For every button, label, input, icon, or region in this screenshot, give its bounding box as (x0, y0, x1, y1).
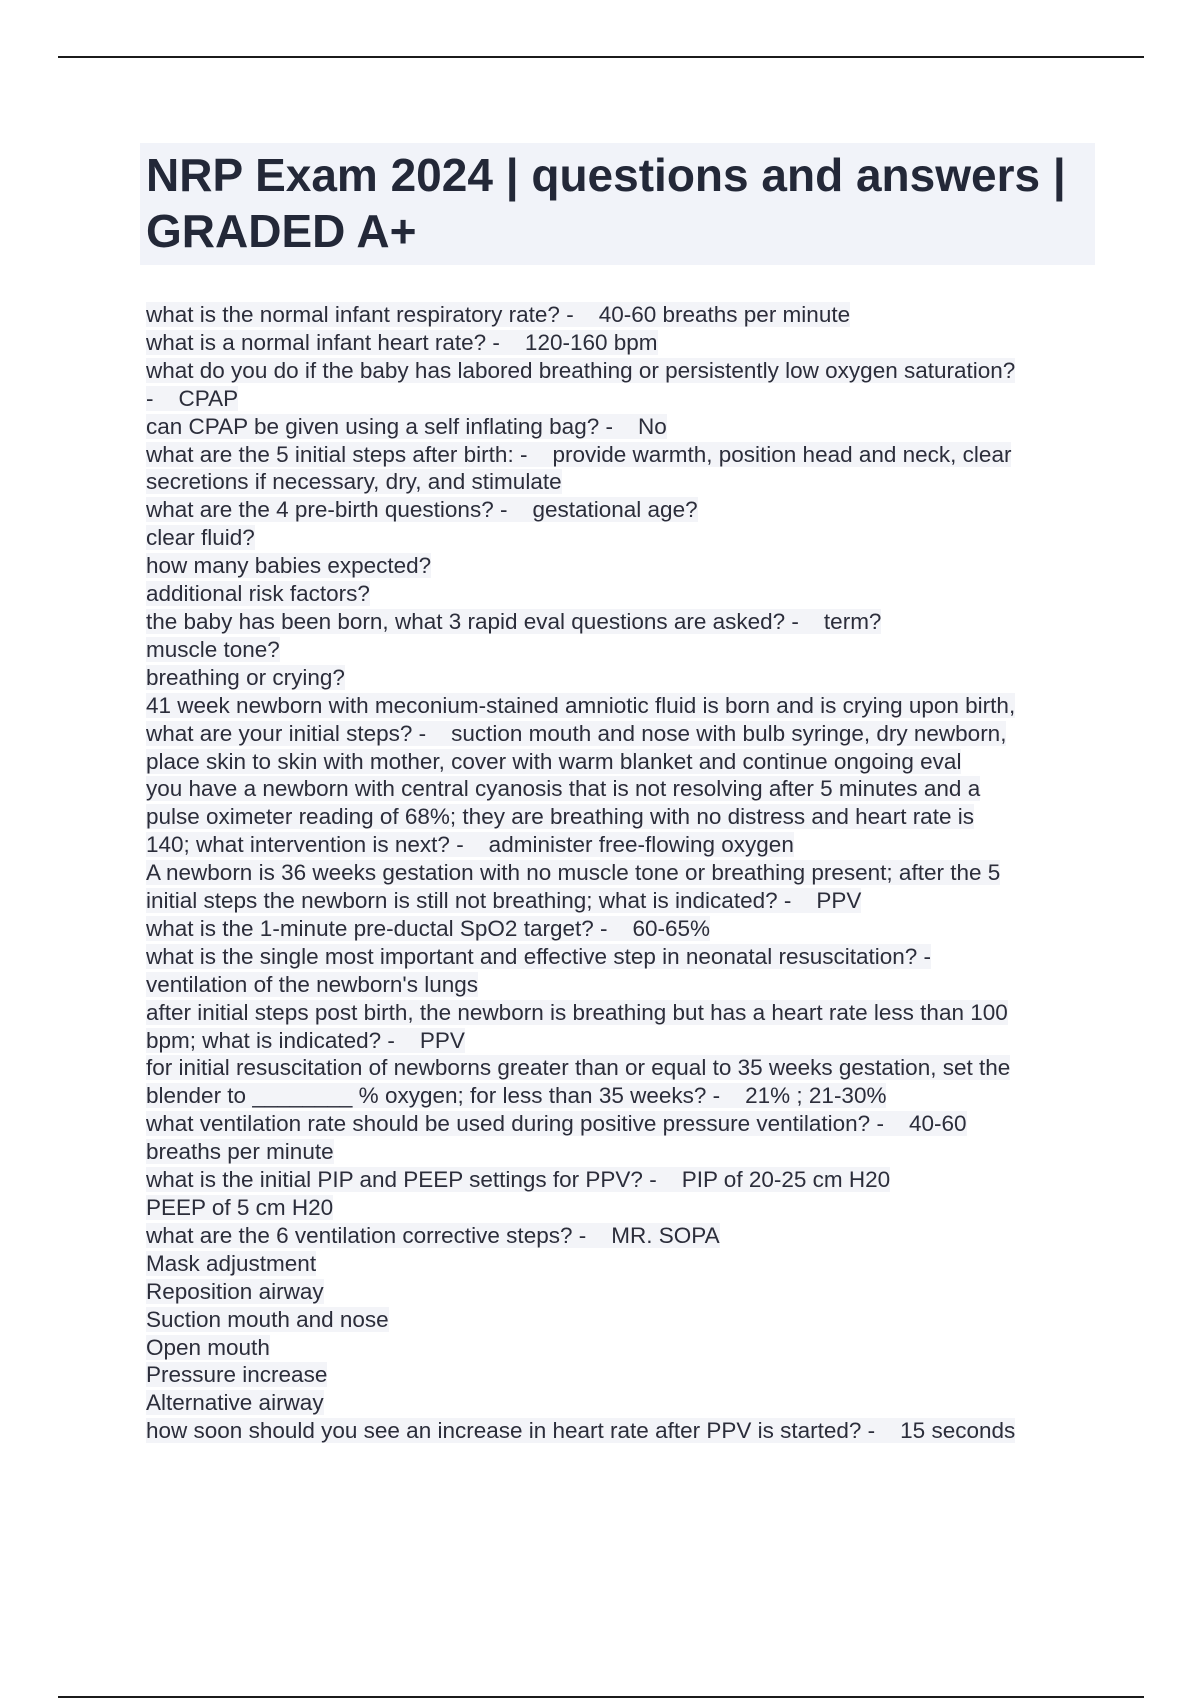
qa-line: breathing or crying? (146, 664, 345, 690)
qa-line: what is the single most important and effective step in neonatal resuscitation? - (146, 943, 932, 969)
qa-line: what is the normal infant respiratory rate? - 40-60 breaths per minute (146, 302, 851, 327)
qa-line: you have a newborn with central cyanosis that is not resolving after 5 minutes and a (146, 776, 981, 802)
qa-line: Alternative airway (146, 1390, 324, 1416)
qa-content (146, 301, 1096, 1445)
qa-line: after initial steps post birth, the newborn is breathing but has a heart rate less than 100 (146, 999, 1008, 1025)
top-rule (58, 56, 1144, 58)
qa-line: what do you do if the baby has labored breathing or persistently low oxygen saturation? (146, 357, 1016, 383)
qa-line: can CPAP be given using a self inflating bag? - No (146, 413, 667, 439)
qa-line: - CPAP (146, 385, 239, 411)
qa-line: what are your initial steps? - suction mouth and nose with bulb syringe, dry newborn, (146, 720, 1007, 746)
qa-line: ventilation of the newborn's lungs (146, 971, 479, 997)
qa-line: Open mouth (146, 1334, 270, 1360)
qa-line: what is a normal infant heart rate? - 120-160 bpm (146, 329, 658, 355)
qa-line: muscle tone? (146, 636, 280, 662)
qa-line: what are the 4 pre-birth questions? - gestational age? (146, 497, 698, 523)
qa-line: bpm; what is indicated? - PPV (146, 1027, 465, 1053)
bottom-rule (58, 1696, 1144, 1698)
qa-line: what are the 5 initial steps after birth: - provide warmth, position head and neck, clear (146, 441, 1012, 467)
page-title: NRP Exam 2024 | questions and answers | GRADED A+ (146, 149, 1066, 257)
qa-line: A newborn is 36 weeks gestation with no muscle tone or breathing present; after the 5 (146, 860, 1001, 886)
qa-line: how many babies expected? (146, 553, 432, 579)
qa-line: what is the initial PIP and PEEP settings for PPV? - PIP of 20-25 cm H20 (146, 1167, 891, 1193)
qa-line: Mask adjustment (146, 1250, 317, 1276)
qa-line: what are the 6 ventilation corrective steps? - MR. SOPA (146, 1222, 720, 1248)
qa-line: for initial resuscitation of newborns greater than or equal to 35 weeks gestation, set the (146, 1055, 1011, 1081)
qa-line: PEEP of 5 cm H20 (146, 1195, 334, 1220)
qa-line: initial steps the newborn is still not breathing; what is indicated? - PPV (146, 888, 862, 914)
qa-line: how soon should you see an increase in heart rate after PPV is started? - 15 seconds (146, 1418, 1016, 1444)
title-block (140, 143, 1095, 265)
qa-line: what is the 1-minute pre-ductal SpO2 target? - 60-65% (146, 915, 711, 941)
qa-line: breaths per minute (146, 1139, 334, 1165)
qa-line: 140; what intervention is next? - administer free-flowing oxygen (146, 832, 794, 858)
qa-line: 41 week newborn with meconium-stained amniotic fluid is born and is crying upon birth, (146, 692, 1016, 718)
qa-line: blender to ________ % oxygen; for less than 35 weeks? - 21% ; 21-30% (146, 1083, 887, 1109)
qa-line: Suction mouth and nose (146, 1306, 389, 1332)
qa-line: Pressure increase (146, 1362, 328, 1388)
qa-line: Reposition airway (146, 1278, 324, 1304)
qa-line: the baby has been born, what 3 rapid eval questions are asked? - term? (146, 608, 882, 634)
qa-line: place skin to skin with mother, cover with warm blanket and continue ongoing eval (146, 748, 962, 774)
qa-line: additional risk factors? (146, 581, 370, 607)
qa-line: what ventilation rate should be used during positive pressure ventilation? - 40-60 (146, 1111, 967, 1137)
qa-line: pulse oximeter reading of 68%; they are breathing with no distress and heart rate is (146, 804, 974, 830)
qa-line: secretions if necessary, dry, and stimulate (146, 469, 562, 495)
qa-line: clear fluid? (146, 525, 255, 551)
